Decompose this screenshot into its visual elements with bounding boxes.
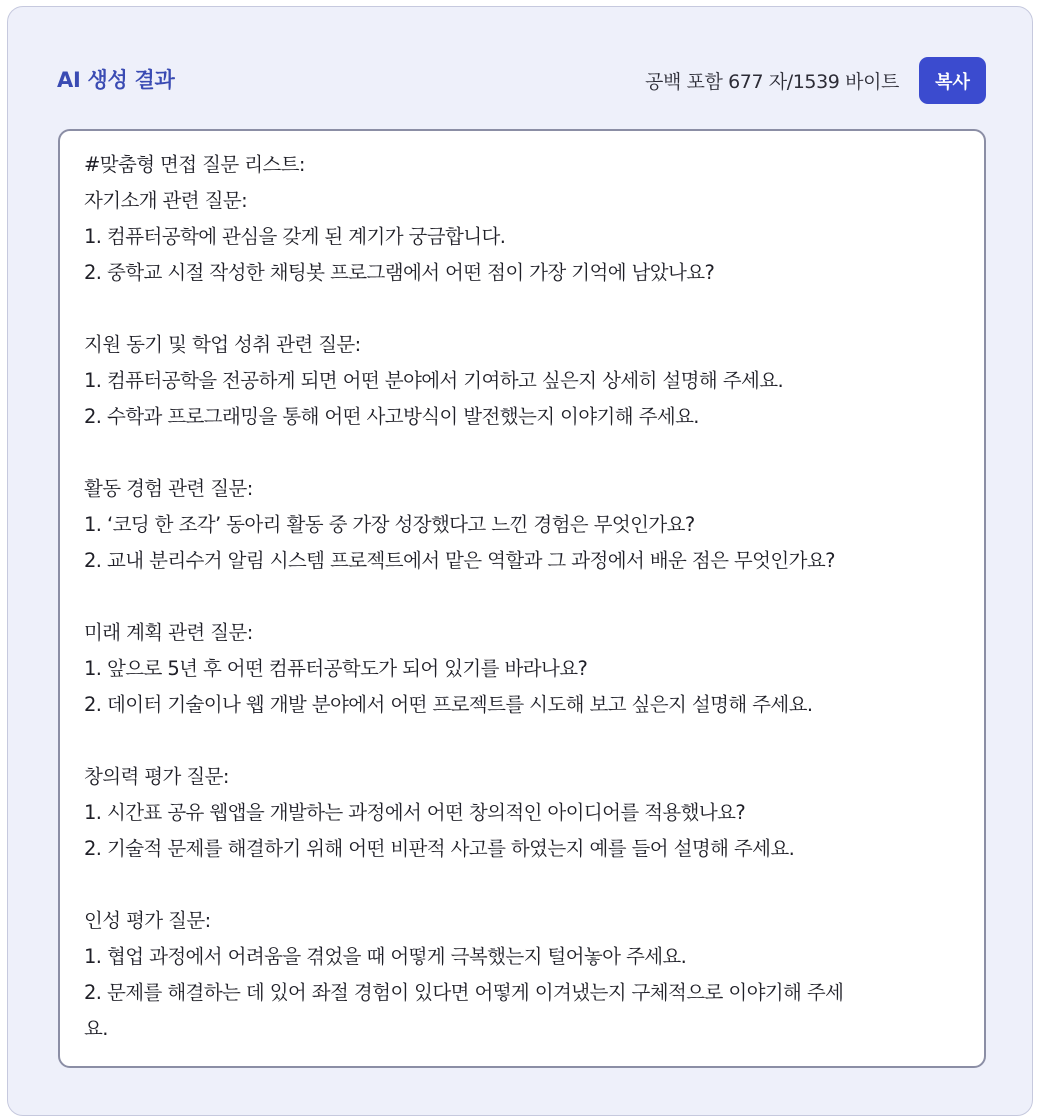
character-count: 공백 포함 677 자/1539 바이트 [644, 71, 899, 93]
result-line: 2. 수학과 프로그래밍을 통해 어떤 사고방식이 발전했는지 이야기해 주세요. [84, 405, 699, 428]
result-blank-line [84, 723, 944, 759]
ai-result-panel [7, 6, 1033, 1116]
result-line: 1. 컴퓨터공학에 관심을 갖게 된 계기가 궁금합니다. [84, 225, 506, 248]
result-line: 요. [84, 1017, 108, 1040]
copy-button[interactable]: 복사 [919, 57, 986, 104]
result-blank-line [84, 867, 944, 903]
panel-title: AI 생성 결과 [57, 68, 175, 92]
result-line: 2. 데이터 기술이나 웹 개발 분야에서 어떤 프로젝트를 시도해 보고 싶은지 설명해 주세요. [84, 693, 813, 716]
result-line: 1. 앞으로 5년 후 어떤 컴퓨터공학도가 되어 있기를 바라나요? [84, 657, 588, 680]
result-line: #맞춤형 면접 질문 리스트: [84, 153, 305, 176]
result-blank-line [84, 291, 944, 327]
result-line: 2. 기술적 문제를 해결하기 위해 어떤 비판적 사고를 하였는지 예를 들어 설명해 주세요. [84, 837, 795, 860]
result-line: 미래 계획 관련 질문: [84, 621, 253, 644]
panel-header [8, 7, 1032, 147]
result-blank-line [84, 579, 944, 615]
result-blank-line [84, 435, 944, 471]
result-line: 1. 컴퓨터공학을 전공하게 되면 어떤 분야에서 기여하고 싶은지 상세히 설명해 주세요. [84, 369, 784, 392]
result-line: 1. 협업 과정에서 어려움을 겪었을 때 어떻게 극복했는지 털어놓아 주세요. [84, 945, 687, 968]
result-line: 1. 시간표 공유 웹앱을 개발하는 과정에서 어떤 창의적인 아이디어를 적용했나요? [84, 801, 746, 824]
result-line: 인성 평가 질문: [84, 909, 211, 932]
result-line: 활동 경험 관련 질문: [84, 477, 253, 500]
result-line: 2. 문제를 해결하는 데 있어 좌절 경험이 있다면 어떻게 이겨냈는지 구체적으로 이야기해 주세 [84, 981, 844, 1004]
result-line: 2. 중학교 시절 작성한 채팅봇 프로그램에서 어떤 점이 가장 기억에 남았나요? [84, 261, 715, 284]
result-line: 자기소개 관련 질문: [84, 189, 248, 212]
result-text-area[interactable] [58, 129, 986, 1068]
result-line: 1. ‘코딩 한 조각’ 동아리 활동 중 가장 성장했다고 느낀 경험은 무엇인가요? [84, 513, 695, 536]
result-line: 지원 동기 및 학업 성취 관련 질문: [84, 333, 361, 356]
result-line: 2. 교내 분리수거 알림 시스템 프로젝트에서 맡은 역할과 그 과정에서 배운 점은 무엇인가요? [84, 549, 835, 572]
result-line: 창의력 평가 질문: [84, 765, 229, 788]
